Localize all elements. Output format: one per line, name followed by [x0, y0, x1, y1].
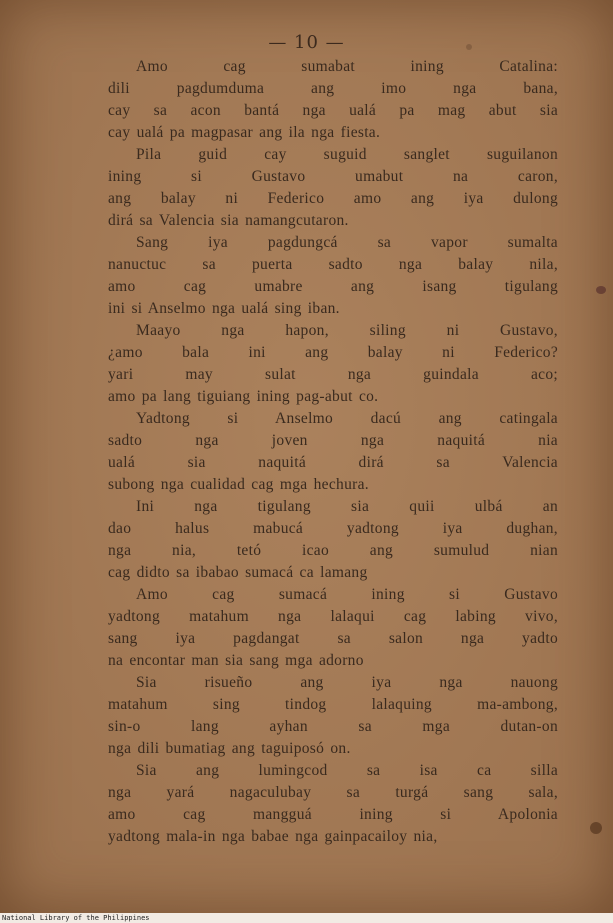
- poem-text: [108, 56, 558, 848]
- text-line: dili pagdumduma ang imo nga bana,: [108, 80, 558, 97]
- text-line: nga yará nagaculubay sa turgá sang sala,: [108, 784, 558, 801]
- text-line: ini si Anselmo nga ualá sing iban.: [108, 300, 340, 317]
- text-line: cay ualá pa magpasar ang ila nga fiesta.: [108, 124, 381, 141]
- text-line: nanuctuc sa puerta sadto nga balay nila,: [108, 256, 558, 273]
- text-line: Yadtong si Anselmo dacú ang catingala: [136, 410, 558, 427]
- text-line: Sang iya pagdungcá sa vapor sumalta: [136, 234, 558, 251]
- page-number: — 10 —: [268, 32, 345, 53]
- text-line: Maayo nga hapon, siling ni Gustavo,: [136, 322, 558, 339]
- text-line: Sia ang lumingcod sa isa ca silla: [136, 762, 558, 779]
- text-line: ang balay ni Federico amo ang iya dulong: [108, 190, 558, 207]
- text-line: dirá sa Valencia sia namangcutaron.: [108, 212, 349, 229]
- text-line: ining si Gustavo umabut na caron,: [108, 168, 558, 185]
- text-line: matahum sing tindog lalaquing ma-ambong,: [108, 696, 558, 713]
- text-line: Amo cag sumacá ining si Gustavo: [136, 586, 558, 603]
- text-line: Sia risueño ang iya nga nauong: [136, 674, 558, 691]
- text-line: nga dili bumatiag ang taguiposó on.: [108, 740, 351, 757]
- library-footer: National Library of the Philippines: [2, 914, 150, 922]
- text-line: Pila guid cay suguid sanglet suguilanon: [136, 146, 558, 163]
- ink-stain: [590, 822, 602, 834]
- ink-stain: [596, 286, 606, 294]
- text-line: cay sa acon bantá nga ualá pa mag abut sia: [108, 102, 558, 119]
- text-line: sadto nga joven nga naquitá nia: [108, 432, 558, 449]
- text-line: sang iya pagdangat sa salon nga yadto: [108, 630, 558, 647]
- text-line: ualá sia naquitá dirá sa Valencia: [108, 454, 558, 471]
- ink-stain: [466, 44, 472, 50]
- text-line: yari may sulat nga guindala aco;: [108, 366, 558, 383]
- text-line: subong nga cualidad cag mga hechura.: [108, 476, 369, 493]
- text-line: nga nia, tetó icao ang sumulud nian: [108, 542, 558, 559]
- text-line: dao halus mabucá yadtong iya dughan,: [108, 520, 558, 537]
- text-line: cag didto sa ibabao sumacá ca lamang: [108, 564, 368, 581]
- text-line: Amo cag sumabat ining Catalina:: [136, 58, 558, 75]
- text-line: amo cag umabre ang isang tigulang: [108, 278, 558, 295]
- text-line: ¿amo bala ini ang balay ni Federico?: [108, 344, 558, 361]
- text-line: amo cag mangguá ining si Apolonia: [108, 806, 558, 823]
- text-line: yadtong matahum nga lalaqui cag labing vivo,: [108, 608, 558, 625]
- text-line: Ini nga tigulang sia quii ulbá an: [136, 498, 558, 515]
- text-line: sin-o lang ayhan sa mga dutan-on: [108, 718, 558, 735]
- text-line: na encontar man sia sang mga adorno: [108, 652, 364, 669]
- text-line: amo pa lang tiguiang ining pag-abut co.: [108, 388, 379, 405]
- text-line: yadtong mala-in nga babae nga gainpacailoy nia,: [108, 828, 438, 845]
